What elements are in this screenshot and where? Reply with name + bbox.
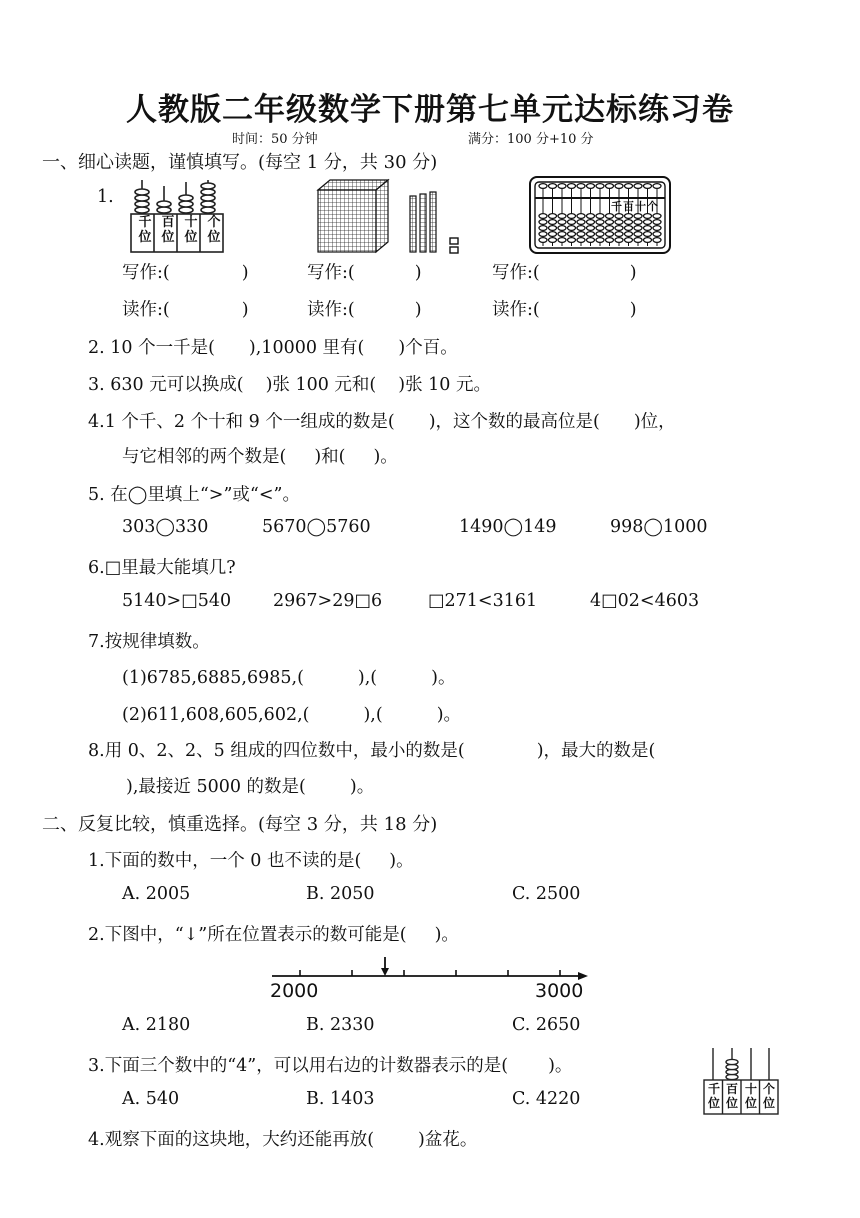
p2q3-option-c: C. 4220 — [512, 1089, 581, 1109]
base-ten-blocks-figure — [316, 178, 466, 258]
p2q1-prompt: 1.下面的数中，一个 0 也不读的是( )。 — [88, 851, 414, 871]
q5-item-2: 5670◯5760 — [262, 517, 371, 537]
q8-line1: 8.用 0、2、2、5 组成的四位数中，最小的数是( )，最大的数是( — [88, 741, 656, 761]
q1b-read: 读作:( ) — [307, 300, 422, 320]
section-2-heading: 二、反复比较，慎重选择。(每空 3 分，共 18 分) — [42, 814, 438, 835]
number-line-start: 2000 — [270, 980, 319, 1002]
p2q1-option-b: B. 2050 — [306, 884, 375, 904]
small-place-label-thousands: 千位 — [707, 1082, 720, 1110]
small-place-label-hundreds: 百位 — [725, 1082, 738, 1110]
q1a-write: 写作:( ) — [122, 263, 249, 283]
q4-line1: 4.1 个千、2 个十和 9 个一组成的数是( )，这个数的最高位是( )位， — [88, 412, 676, 432]
p2q1-option-a: A. 2005 — [122, 884, 191, 904]
place-label-tens: 十位 — [184, 215, 198, 245]
q6-item-1: 5140>□540 — [122, 591, 232, 611]
q2: 2. 10 个一千是( ),10000 里有( )个百。 — [88, 338, 458, 358]
q6-prompt: 6.□里最大能填几? — [88, 558, 236, 578]
q5-prompt: 5. 在◯里填上“>”或“<”。 — [88, 485, 300, 505]
place-label-thousands: 千位 — [138, 215, 152, 245]
place-label-ones: 个位 — [207, 215, 221, 245]
q6-item-2: 2967>29□6 — [273, 591, 383, 611]
abacus-label-tens: 十 — [635, 200, 647, 213]
p2q2-option-c: C. 2650 — [512, 1015, 581, 1035]
q5-item-1: 303◯330 — [122, 517, 209, 537]
q5-item-4: 998◯1000 — [610, 517, 708, 537]
chinese-abacus-figure — [529, 176, 671, 254]
q4-line2: 与它相邻的两个数是( )和( )。 — [122, 447, 398, 467]
number-line-end: 3000 — [535, 980, 584, 1002]
place-label-hundreds: 百位 — [161, 215, 175, 245]
p2q2-prompt: 2.下图中，“↓”所在位置表示的数可能是( )。 — [88, 925, 459, 945]
p2q3-option-b: B. 1403 — [306, 1089, 375, 1109]
time-limit: 时间：50 分钟 — [232, 132, 318, 147]
p2q4-prompt: 4.观察下面的这块地，大约还能再放( )盆花。 — [88, 1130, 478, 1150]
abacus-label-ones: 个 — [647, 200, 659, 213]
q7-line2: (2)611,608,605,602,( ),( )。 — [122, 705, 462, 725]
p2q3-option-a: A. 540 — [122, 1089, 180, 1109]
q7-line1: (1)6785,6885,6985,( ),( )。 — [122, 668, 456, 688]
q1c-read: 读作:( ) — [492, 300, 637, 320]
q8-line2: ),最接近 5000 的数是( )。 — [126, 777, 375, 797]
full-score: 满分：100 分+10 分 — [468, 132, 594, 147]
q1b-write: 写作:( ) — [307, 263, 422, 283]
p2q3-prompt: 3.下面三个数中的“4”，可以用右边的计数器表示的是( )。 — [88, 1056, 573, 1076]
q6-item-4: 4□02<4603 — [590, 591, 700, 611]
abacus-label-thousands: 千 — [611, 200, 623, 213]
q1a-read: 读作:( ) — [122, 300, 249, 320]
abacus-label-hundreds: 百 — [623, 200, 635, 213]
q5-item-3: 1490◯149 — [459, 517, 557, 537]
p2q2-option-a: A. 2180 — [122, 1015, 191, 1035]
q1c-write: 写作:( ) — [492, 263, 637, 283]
q6-item-3: □271<3161 — [428, 591, 538, 611]
p2q2-option-b: B. 2330 — [306, 1015, 375, 1035]
q1-number: 1. — [97, 187, 114, 207]
small-place-label-ones: 个位 — [762, 1082, 775, 1110]
section-1-heading: 一、细心读题，谨慎填写。(每空 1 分，共 30 分) — [42, 152, 438, 173]
small-place-label-tens: 十位 — [744, 1082, 757, 1110]
q3: 3. 630 元可以换成( )张 100 元和( )张 10 元。 — [88, 375, 491, 395]
q7-prompt: 7.按规律填数。 — [88, 632, 210, 652]
page-title: 人教版二年级数学下册第七单元达标练习卷 — [126, 92, 734, 128]
p2q1-option-c: C. 2500 — [512, 884, 581, 904]
